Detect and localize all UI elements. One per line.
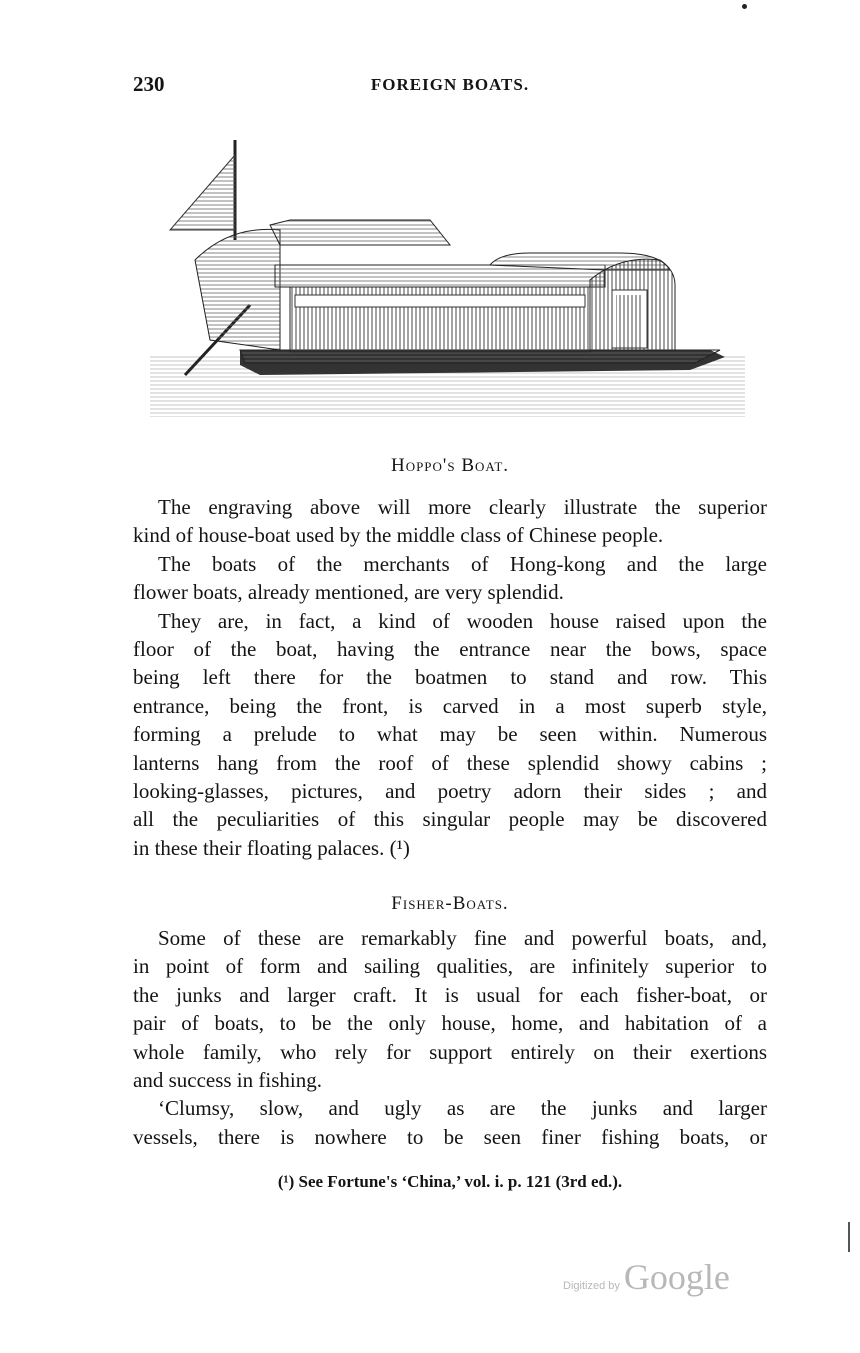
text-line: lanterns hang from the roof of these splendid showy cabins ; bbox=[133, 750, 767, 775]
scan-edge-mark bbox=[848, 1222, 850, 1252]
running-title: FOREIGN BOATS. bbox=[370, 75, 530, 94]
text-line: whole family, who rely for support entirely on their exertions bbox=[133, 1039, 767, 1064]
text-line: pair of boats, to be the only house, home, and habitation of a bbox=[133, 1011, 767, 1036]
watermark-logo-text: Google bbox=[623, 1257, 730, 1297]
hoppo-boat-engraving bbox=[150, 135, 750, 425]
text-line: ‘Clumsy, slow, and ugly as are the junks and larger bbox=[158, 1096, 767, 1121]
paragraph bbox=[133, 924, 767, 1094]
text-line: all the peculiarities of this singular people may be discovered bbox=[133, 807, 767, 832]
boat-illustration bbox=[150, 135, 750, 425]
watermark-small-text: Digitized by bbox=[563, 1280, 620, 1292]
page-header bbox=[133, 72, 767, 102]
paragraph bbox=[133, 607, 767, 863]
figure-caption: Hoppo's Boat. bbox=[390, 455, 510, 476]
text-line: floor of the boat, having the entrance near the bows, space bbox=[133, 636, 767, 661]
text-line: being left there for the boatmen to stand and row. This bbox=[133, 665, 767, 690]
text-line: in these their floating palaces. (¹) bbox=[133, 835, 410, 860]
text-line: flower boats, already mentioned, are very splendid. bbox=[133, 580, 564, 605]
paragraph bbox=[133, 550, 767, 607]
paragraph bbox=[133, 493, 767, 550]
body-text-section-2 bbox=[133, 924, 767, 1151]
paragraph bbox=[133, 1094, 767, 1151]
footnote: (¹) See Fortune's ‘China,’ vol. i. p. 121 (3rd ed.). bbox=[277, 1172, 623, 1191]
text-line: entrance, being the front, is carved in a most superb style, bbox=[133, 693, 767, 718]
text-line: The engraving above will more clearly illustrate the superior bbox=[158, 495, 767, 519]
text-line: The boats of the merchants of Hong-kong and the large bbox=[158, 551, 767, 576]
text-line: vessels, there is nowhere to be seen finer fishing boats, or bbox=[133, 1124, 767, 1149]
text-line: They are, in fact, a kind of wooden house raised upon the bbox=[158, 608, 767, 633]
text-line: kind of house-boat used by the middle class of Chinese people. bbox=[133, 523, 664, 548]
text-line: the junks and larger craft. It is usual for each fisher-boat, or bbox=[133, 982, 767, 1007]
google-watermark bbox=[563, 1256, 730, 1298]
text-line: forming a prelude to what may be seen within. Numerous bbox=[133, 722, 767, 747]
text-line: in point of form and sailing qualities, are infinitely superior to bbox=[133, 954, 767, 979]
scan-speck bbox=[742, 4, 747, 9]
page-number: 230 bbox=[133, 72, 165, 96]
section-heading: Fisher-Boats. bbox=[391, 893, 509, 914]
text-line: Some of these are remarkably fine and powerful boats, and, bbox=[158, 926, 767, 950]
text-line: looking-glasses, pictures, and poetry adorn their sides ; and bbox=[133, 778, 767, 803]
text-line: and success in fishing. bbox=[133, 1067, 322, 1092]
body-text-section-1 bbox=[133, 493, 767, 862]
